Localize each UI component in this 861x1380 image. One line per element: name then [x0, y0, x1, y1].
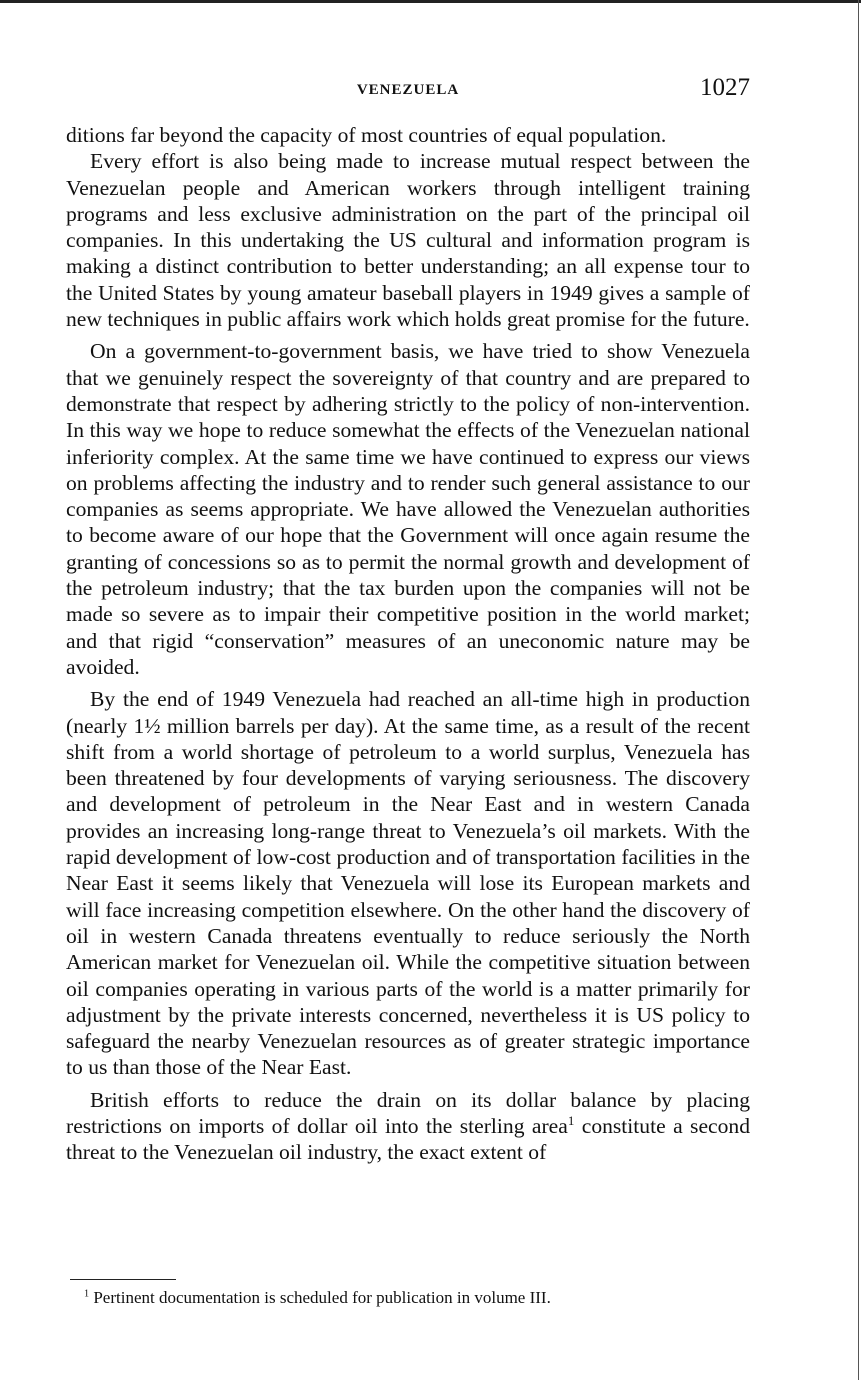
- footnote-separator: [70, 1279, 176, 1280]
- footnote: [84, 1287, 750, 1309]
- top-border-rule: [0, 0, 861, 3]
- paragraph-british-efforts-start: British efforts to reduce the drain on its dollar balance by placing restrictions on imports of dollar oil into the sterling area: [66, 1087, 750, 1138]
- page-edge-line: [858, 0, 859, 1380]
- page-number: 1027: [700, 74, 750, 101]
- body-text: [66, 122, 750, 1166]
- footnote-reference: 1: [567, 1112, 575, 1128]
- paragraph-production-1949: By the end of 1949 Venezuela had reached an all-time high in production (nearly 1½ million barrels per day). At the same time, as a result of the recent shift from a world shortage of petroleum to a world surplus, Venezuela has been threatened by four developments of varying seriousness. The discovery and development of petroleum in the Near East and in western Canada provides an increasing long-range threat to Venezuela’s oil markets. With the rapid development of low-cost production and of transportation facilities in the Near East it seems likely that Venezuela will lose its European markets and will face increasing competition elsewhere. On the other hand the discovery of oil in western Canada threatens eventually to reduce seriously the North American market for Venezuelan oil. While the competitive situation between oil companies operating in various parts of the world is a matter primarily for adjustment by the private interests concerned, nevertheless it is US policy to safeguard the nearby Venezuelan resources as of greater strategic importance to us than those of the Near East.: [66, 687, 750, 1080]
- footnote-marker: 1: [84, 1288, 90, 1300]
- paragraph-british-efforts: [66, 1087, 750, 1166]
- paragraph-british-efforts-end: constitute a second threat to the Venezuelan oil industry, the exact extent of: [66, 1113, 751, 1165]
- paragraph-mutual-respect: Every effort is also being made to increase mutual respect between the Venezuelan people and American workers through intelligent training programs and less exclusive administration on the part of the principal oil companies. In this undertaking the US cultural and information program is making a distinct contribution to better understanding; an all expense tour to the United States by young amateur baseball players in 1949 gives a sample of new techniques in public affairs work which holds great promise for the future.: [66, 149, 750, 332]
- footnote-text: Pertinent documentation is scheduled for publication in volume III.: [89, 1288, 551, 1307]
- running-title: VENEZUELA: [356, 82, 460, 98]
- paragraph-government-basis: On a government-to-government basis, we have tried to show Venezuela that we genuinely respect the sovereignty of that country and are prepared to demonstrate that respect by adhering strictly to the policy of non-intervention. In this way we hope to reduce somewhat the effects of the Venezuelan national inferiority complex. At the same time we have continued to express our views on problems affecting the industry and to render such general assistance to our companies as seems appropriate. We have allowed the Venezuelan authorities to become aware of our hope that the Government will once again resume the granting of concessions so as to permit the normal growth and development of the petroleum industry; that the tax burden upon the companies will not be made so severe as to impair their competitive position in the world market; and that rigid “conservation” measures of an uneconomic nature may be avoided.: [66, 339, 750, 679]
- running-header: [66, 74, 750, 108]
- paragraph-continuation: ditions far beyond the capacity of most countries of equal population.: [66, 123, 667, 147]
